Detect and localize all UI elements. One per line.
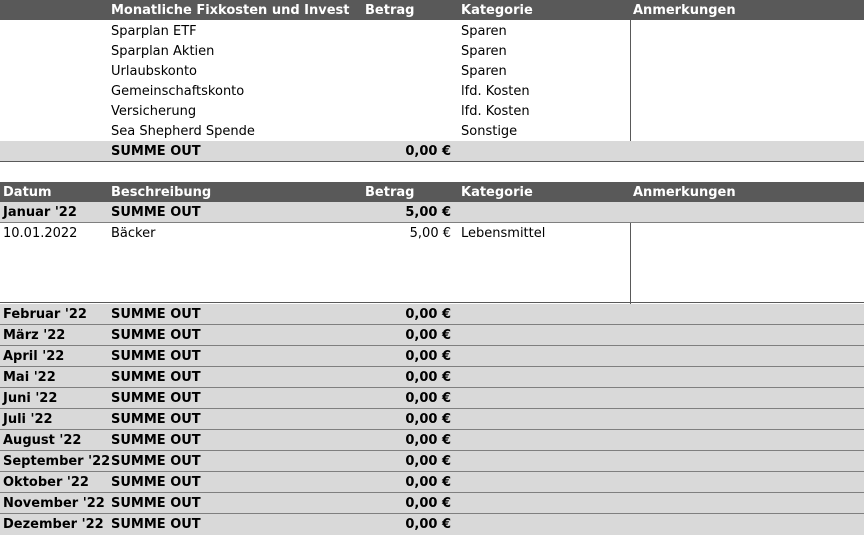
month-summe-label: SUMME OUT xyxy=(111,390,201,406)
fix-item-kategorie[interactable]: lfd. Kosten xyxy=(461,103,530,119)
fix-item-name[interactable]: Sparplan Aktien xyxy=(111,43,215,59)
month-label[interactable]: November '22 xyxy=(3,495,105,511)
fix-header-row xyxy=(0,0,864,20)
entry-betrag[interactable]: 5,00 € xyxy=(409,226,451,241)
fix-item-row[interactable] xyxy=(0,101,864,121)
month-summe-row-februar[interactable] xyxy=(0,304,864,325)
month-summe-label: SUMME OUT xyxy=(111,453,201,469)
month-summe-row-november[interactable] xyxy=(0,493,864,514)
month-summe-betrag[interactable]: 0,00 € xyxy=(405,348,451,364)
month-summe-betrag[interactable]: 0,00 € xyxy=(405,306,451,322)
months-header-anmerkungen[interactable]: Anmerkungen xyxy=(633,184,736,200)
month-summe-row-juni[interactable] xyxy=(0,388,864,409)
month-summe-betrag[interactable]: 0,00 € xyxy=(405,369,451,385)
fix-item-row[interactable] xyxy=(0,61,864,81)
months-header-row xyxy=(0,182,864,202)
fix-item-row[interactable] xyxy=(0,21,864,41)
month-summe-betrag[interactable]: 5,00 € xyxy=(405,204,451,220)
month-summe-betrag[interactable]: 0,00 € xyxy=(405,390,451,406)
month-summe-row-juli[interactable] xyxy=(0,409,864,430)
month-label[interactable]: Mai '22 xyxy=(3,369,56,385)
month-label[interactable]: Juli '22 xyxy=(3,411,53,427)
fix-summe-betrag[interactable]: 0,00 € xyxy=(405,143,451,159)
month-summe-row-september[interactable] xyxy=(0,451,864,472)
entry-kategorie[interactable]: Lebensmittel xyxy=(461,226,546,241)
month-label[interactable]: Dezember '22 xyxy=(3,517,104,532)
month-summe-label: SUMME OUT xyxy=(111,432,201,448)
fix-header-kategorie[interactable]: Kategorie xyxy=(461,2,533,18)
fix-item-row[interactable] xyxy=(0,81,864,101)
entry-datum[interactable]: 10.01.2022 xyxy=(3,226,78,241)
fix-item-name[interactable]: Urlaubskonto xyxy=(111,63,198,79)
fix-item-kategorie[interactable]: lfd. Kosten xyxy=(461,83,530,99)
month-summe-row-mai[interactable] xyxy=(0,367,864,388)
month-summe-betrag[interactable]: 0,00 € xyxy=(405,495,451,511)
months-header-betrag[interactable]: Betrag xyxy=(365,184,415,200)
month-summe-label: SUMME OUT xyxy=(111,204,201,220)
fix-item-name[interactable]: Sea Shepherd Spende xyxy=(111,123,255,139)
fix-summe-row[interactable] xyxy=(0,141,864,162)
month-label[interactable]: September '22 xyxy=(3,453,111,469)
month-summe-betrag[interactable]: 0,00 € xyxy=(405,453,451,469)
entry-row[interactable] xyxy=(0,223,864,303)
month-summe-betrag[interactable]: 0,00 € xyxy=(405,327,451,343)
fix-summe-label: SUMME OUT xyxy=(111,143,201,159)
month-summe-betrag[interactable]: 0,00 € xyxy=(405,432,451,448)
fix-header-betrag[interactable]: Betrag xyxy=(365,2,415,18)
fix-header-anmerkungen[interactable]: Anmerkungen xyxy=(633,2,736,18)
fix-item-name[interactable]: Sparplan ETF xyxy=(111,23,197,39)
month-summe-label: SUMME OUT xyxy=(111,369,201,385)
month-label[interactable]: März '22 xyxy=(3,327,66,343)
month-label[interactable]: Januar '22 xyxy=(3,204,77,220)
months-header-datum[interactable]: Datum xyxy=(3,184,52,200)
month-summe-betrag[interactable]: 0,00 € xyxy=(405,411,451,427)
month-label[interactable]: Juni '22 xyxy=(3,390,58,406)
month-label[interactable]: Oktober '22 xyxy=(3,474,89,490)
fix-item-name[interactable]: Versicherung xyxy=(111,103,197,119)
month-summe-label: SUMME OUT xyxy=(111,348,201,364)
entry-beschreibung[interactable]: Bäcker xyxy=(111,226,156,241)
month-summe-betrag[interactable]: 0,00 € xyxy=(405,474,451,490)
month-summe-label: SUMME OUT xyxy=(111,495,201,511)
month-summe-label: SUMME OUT xyxy=(111,517,201,532)
fix-item-name[interactable]: Gemeinschaftskonto xyxy=(111,83,245,99)
month-summe-row-oktober[interactable] xyxy=(0,472,864,493)
fix-item-kategorie[interactable]: Sparen xyxy=(461,23,507,39)
month-summe-row-april[interactable] xyxy=(0,346,864,367)
months-header-kategorie[interactable]: Kategorie xyxy=(461,184,533,200)
fix-header-beschreibung[interactable]: Monatliche Fixkosten und Invest xyxy=(111,2,350,18)
month-summe-row-august[interactable] xyxy=(0,430,864,451)
fix-item-kategorie[interactable]: Sparen xyxy=(461,43,507,59)
fix-item-row[interactable] xyxy=(0,41,864,61)
month-summe-label: SUMME OUT xyxy=(111,327,201,343)
fix-item-kategorie[interactable]: Sparen xyxy=(461,63,507,79)
month-summe-label: SUMME OUT xyxy=(111,474,201,490)
month-label[interactable]: April '22 xyxy=(3,348,65,364)
months-header-beschreibung[interactable]: Beschreibung xyxy=(111,184,212,200)
fix-item-kategorie[interactable]: Sonstige xyxy=(461,123,518,139)
month-summe-label: SUMME OUT xyxy=(111,306,201,322)
month-summe-row-dezember[interactable] xyxy=(0,514,864,535)
month-summe-betrag[interactable]: 0,00 € xyxy=(405,517,451,532)
fix-item-row[interactable] xyxy=(0,121,864,141)
month-summe-label: SUMME OUT xyxy=(111,411,201,427)
month-summe-row-januar[interactable] xyxy=(0,202,864,223)
month-label[interactable]: Februar '22 xyxy=(3,306,87,322)
month-label[interactable]: August '22 xyxy=(3,432,82,448)
month-summe-row-maerz[interactable] xyxy=(0,325,864,346)
